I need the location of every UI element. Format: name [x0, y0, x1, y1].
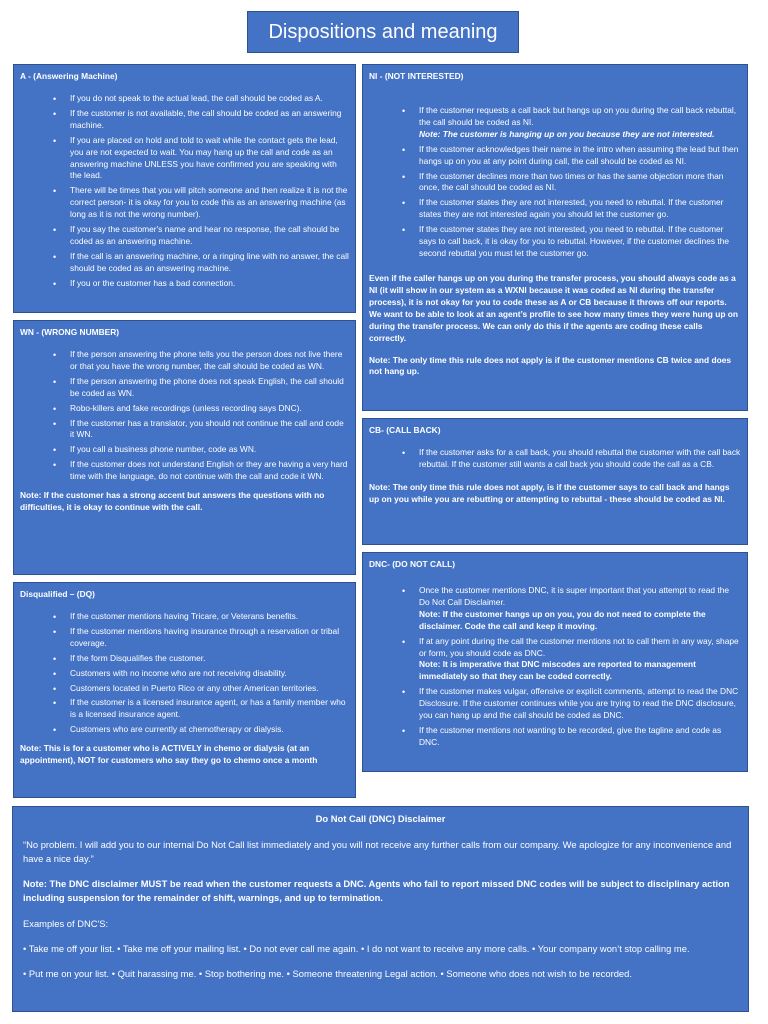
list-item: [419, 585, 741, 633]
dnc-disclaimer-quote: “No problem. I will add you to our internal Do Not Call list immediately and you will not receive any further calls from our company. We apologize for any inconvenience and have a nice day.”: [23, 839, 732, 865]
list-item: • If the customer has a translator, you should not continue the call and code it WN.: [70, 418, 349, 442]
dnc-disclaimer-note: Note: The DNC disclaimer MUST be read when the customer requests a DNC. Agents who fail to report missed DNC codes will be subject to disciplinary action including suspension for the remainder of shift, warnings, and up to termination.: [23, 878, 730, 904]
answering-machine-panel: [13, 64, 356, 313]
list-item: • If the customer states they are not interested, you need to rebuttal. If the customer says to call back, it is okay for you to rebuttal. However, if the customer declines the second rebuttal you must let the customer go.: [419, 224, 741, 260]
list-item-text: If the customer requests a call back but hangs up on you during the call back rebuttal, the call should be coded as NI.: [419, 104, 737, 127]
list-item: • Customers with no income who are not receiving disability.: [70, 668, 349, 680]
list-item: • If the customer mentions having insurance through a reservation or tribal coverage.: [70, 626, 349, 650]
list-item: • If the call is an answering machine, or a ringing line with no answer, the call should be coded as an answering machine.: [70, 251, 349, 275]
dnc-examples-line-2: • Put me on your list. • Quit harassing me. • Stop bothering me. • Someone threatening Legal action. • Someone who does not wish to be recorded.: [23, 967, 632, 979]
not-interested-paragraph: Even if the caller hangs up on you during the transfer process, you should always code as a NI (it will show in our system as a WXNI because it was coded as NI during the transfer process), it is not okay for you to code these as A or CB because it throws off our reports. We want to be able to look at an agent’s profile to see how many times they were hung up on during the transfer process. We can only do this if the agents are coding these calls correctly.: [369, 272, 739, 343]
do-not-call-heading: DNC- (DO NOT CALL): [369, 559, 456, 569]
not-interested-heading: NI - (NOT INTERESTED): [369, 71, 464, 81]
dnc-disclaimer-heading: Do Not Call (DNC) Disclaimer: [315, 813, 446, 824]
not-interested-panel: [362, 64, 748, 411]
call-back-note: Note: The only time this rule does not apply, is if the customer says to call back and hangs up on you while you are rebutting or attempting to rebuttal - these should be coded as NI.: [369, 481, 730, 504]
list-item: • If the customer declines more than two times or has the same objection more than once, the call should be coded as NI.: [419, 171, 741, 195]
disqualified-heading: Disqualified – (DQ): [20, 589, 95, 599]
list-item: • If you are placed on hold and told to wait while the contact gets the lead, you are not expected to wait. You may hang up the call and code as an answering machine UNLESS you have confirmed you are speaking with the lead.: [70, 135, 349, 183]
list-item: • Customers located in Puerto Rico or any other American territories.: [70, 683, 349, 695]
disqualified-list: [14, 611, 355, 736]
list-item: • If the customer acknowledges their name in the intro when assuming the lead but then hangs up on you at any point during call, the call should be coded as NI.: [419, 144, 741, 168]
call-back-heading: CB- (CALL BACK): [369, 425, 441, 435]
list-item: [419, 636, 741, 684]
disqualified-note: Note: This is for a customer who is ACTIVELY in chemo or dialysis (at an appointment), NOT for customers who say they go to chemo once a month: [20, 743, 318, 766]
not-interested-note: Note: The only time this rule does not apply is if the customer mentions CB twice and does not hang up.: [369, 354, 732, 377]
dnc-examples-line-1: • Take me off your list. • Take me off your mailing list. • Do not ever call me again. • I do not want to receive any more calls. • Your company won’t stop calling me.: [23, 942, 690, 954]
list-item: • If the customer asks for a call back, you should rebuttal the customer with the call back rebuttal. If the customer still wants a call back you should code the call as a CB.: [419, 447, 741, 471]
list-item: • If you or the customer has a bad connection.: [70, 278, 349, 290]
list-item: • If the customer makes vulgar, offensive or explicit comments, attempt to read the DNC Disclosure. If the customer continues while you are trying to read the DNC disclosure, you can hang up and the call should be coded as DNC.: [419, 686, 741, 722]
wrong-number-heading: WN - (WRONG NUMBER): [20, 327, 120, 337]
list-item: • There will be times that you will pitch someone and then realize it is not the correct person- it is okay for you to code this as an answering machine (as long as it is not the wrong number).: [70, 185, 349, 221]
list-item: • If the customer mentions not wanting to be recorded, give the tagline and code as DNC.: [419, 725, 741, 749]
list-item: • If you call a business phone number, code as WN.: [70, 444, 349, 456]
list-item-note: Note: The customer is hanging up on you because they are not interested.: [419, 128, 715, 139]
wrong-number-panel: [13, 320, 356, 575]
list-item: [419, 105, 741, 141]
list-item: • Robo-killers and fake recordings (unless recording says DNC).: [70, 403, 349, 415]
list-item-note: Note: If the customer hangs up on you, you do not need to complete the disclaimer. Code the call and keep it moving.: [419, 608, 706, 631]
list-item: • If you do not speak to the actual lead, the call should be coded as A.: [70, 93, 349, 105]
list-item: • If the person answering the phone does not speak English, the call should be coded as WN.: [70, 376, 349, 400]
answering-machine-list: [14, 93, 355, 290]
do-not-call-list: [363, 585, 747, 749]
list-item-note: Note: It is imperative that DNC miscodes are reported to management immediately so that they can be coded correctly.: [419, 659, 696, 682]
list-item: • If the customer states they are not interested, you need to rebuttal. If the customer states they are not interested again you should let the customer go.: [419, 197, 741, 221]
list-item: • If the customer is a licensed insurance agent, or has a family member who is a licensed insurance agent.: [70, 697, 349, 721]
do-not-call-panel: [362, 552, 748, 772]
list-item: • If the customer is not available, the call should be coded as an answering machine.: [70, 108, 349, 132]
list-item: • If you say the customer's name and hear no response, the call should be coded as an answering machine.: [70, 224, 349, 248]
list-item: • If the form Disqualifies the customer.: [70, 653, 349, 665]
answering-machine-heading: A - (Answering Machine): [20, 71, 118, 81]
page-title: Dispositions and meaning: [247, 11, 519, 53]
call-back-list: [363, 447, 747, 471]
dnc-examples-label: Examples of DNC'S:: [23, 917, 109, 929]
list-item: • If the customer does not understand English or they are having a very hard time with the language, do not continue with the call and code it WN.: [70, 459, 349, 483]
call-back-panel: [362, 418, 748, 545]
wrong-number-note: Note: If the customer has a strong accent but answers the questions with no difficulties, it is okay to continue with the call.: [20, 490, 325, 513]
list-item: • If the customer mentions having Tricare, or Veterans benefits.: [70, 611, 349, 623]
list-item-text: Once the customer mentions DNC, it is super important that you attempt to read the Do Not Call Disclaimer.: [419, 584, 730, 607]
wrong-number-list: [14, 349, 355, 483]
list-item-text: If at any point during the call the customer mentions not to call them in any way, shape or form, you should code as DNC.: [419, 635, 739, 658]
dnc-disclaimer-panel: [12, 806, 749, 1012]
list-item: • Customers who are currently at chemotherapy or dialysis.: [70, 724, 349, 736]
not-interested-list: [363, 105, 747, 260]
disqualified-panel: [13, 582, 356, 798]
list-item: • If the person answering the phone tells you the person does not live there or that you have the wrong number, the call should be coded as WN.: [70, 349, 349, 373]
